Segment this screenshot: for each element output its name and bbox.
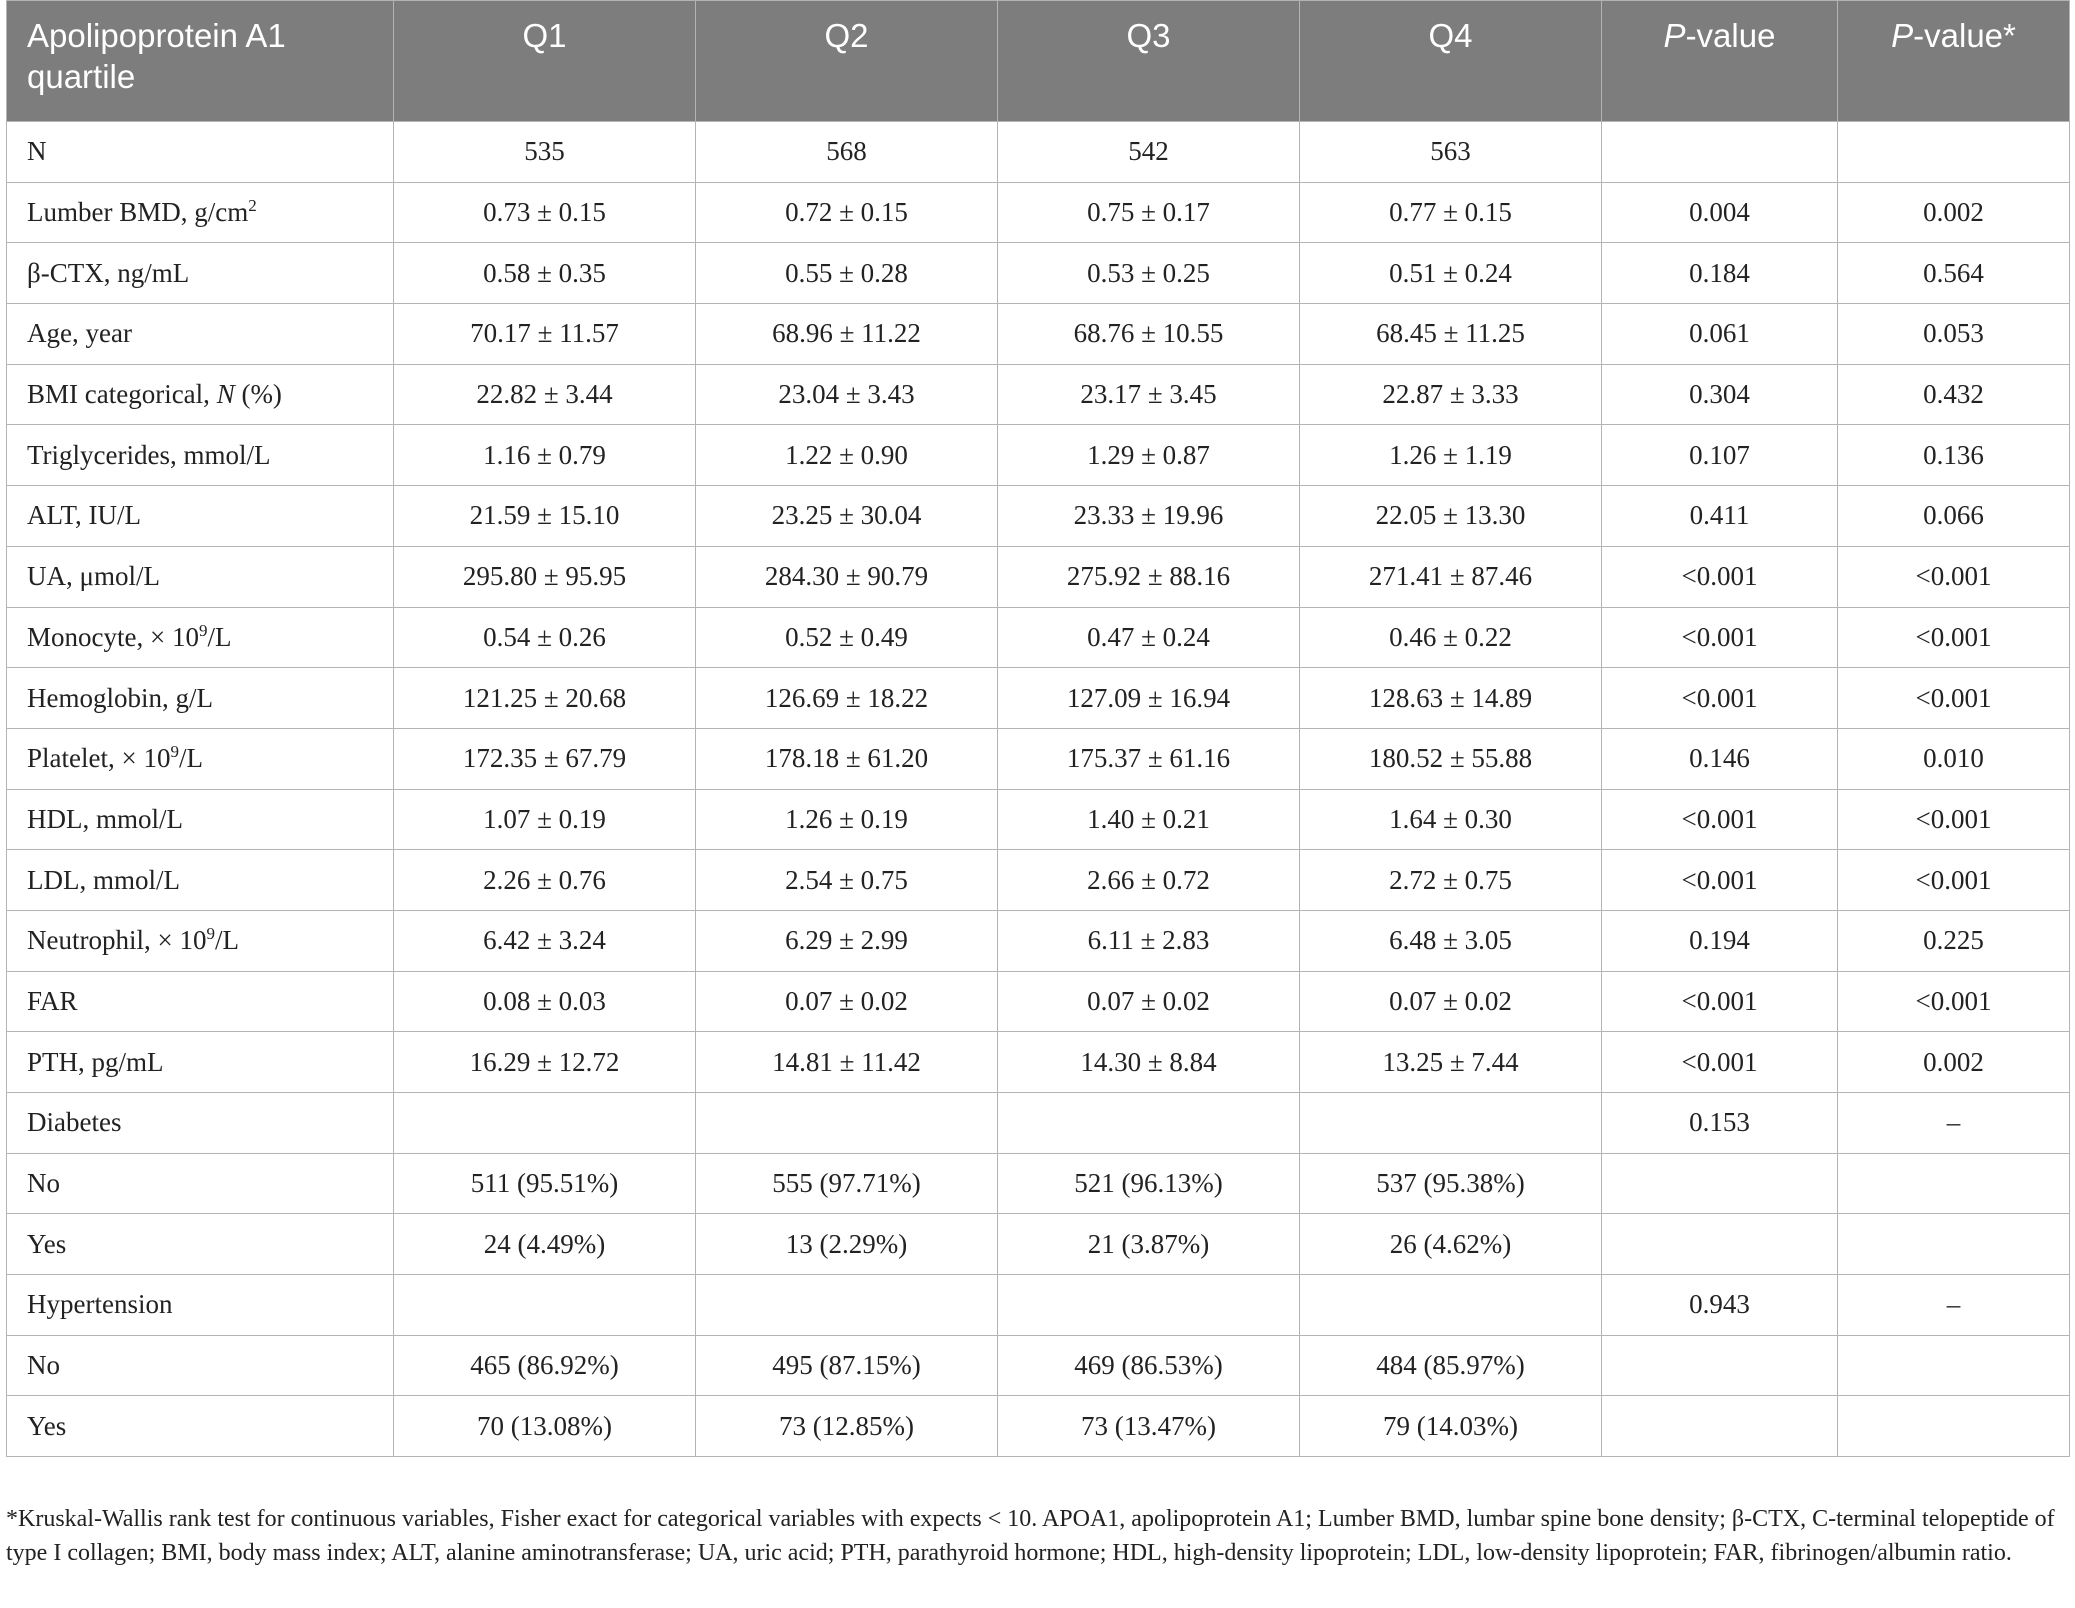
row-label-text: ALT, IU/L [27,500,141,531]
row-label-suffix: /L [214,925,239,956]
cell-q4 [1300,1093,1602,1154]
row-label [7,1396,394,1457]
row-label-text: Neutrophil, × 10 [27,925,207,956]
cell-p [1602,1335,1838,1396]
row-label [7,122,394,183]
cell-p-star: 0.066 [1838,486,2070,547]
row-label [7,910,394,971]
cell-q2: 495 (87.15%) [696,1335,998,1396]
cell-q3: 521 (96.13%) [998,1153,1300,1214]
cell-p-star: <0.001 [1838,546,2070,607]
cell-q1: 0.08 ± 0.03 [394,971,696,1032]
cell-q2: 73 (12.85%) [696,1396,998,1457]
cell-q2: 23.25 ± 30.04 [696,486,998,547]
cell-q4: 0.07 ± 0.02 [1300,971,1602,1032]
cell-q1: 16.29 ± 12.72 [394,1032,696,1093]
cell-q2: 555 (97.71%) [696,1153,998,1214]
cell-q2: 1.26 ± 0.19 [696,789,998,850]
table-row [7,607,2070,668]
cell-q4 [1300,1275,1602,1336]
row-label-text: FAR [27,985,78,1016]
cell-q2: 0.07 ± 0.02 [696,971,998,1032]
row-label [7,971,394,1032]
cell-q2 [696,1093,998,1154]
cell-p-star [1838,1153,2070,1214]
header-variable: Apolipoprotein A1 quartile [7,1,394,122]
row-label-superscript: 9 [206,924,215,944]
cell-q1: 2.26 ± 0.76 [394,850,696,911]
row-label-text: Hemoglobin, g/L [27,682,213,713]
cell-q4: 26 (4.62%) [1300,1214,1602,1275]
cell-p: 0.146 [1602,728,1838,789]
row-label [7,1275,394,1336]
table-row [7,1032,2070,1093]
cell-q3: 14.30 ± 8.84 [998,1032,1300,1093]
cell-q3: 275.92 ± 88.16 [998,546,1300,607]
row-label-text: Lumber BMD, g/cm [27,197,249,228]
cell-p: 0.411 [1602,486,1838,547]
header-row [7,1,2070,122]
cell-q3: 23.17 ± 3.45 [998,364,1300,425]
cell-q3: 1.40 ± 0.21 [998,789,1300,850]
cell-p-star [1838,1396,2070,1457]
cell-q2: 68.96 ± 11.22 [696,304,998,365]
row-label [7,668,394,729]
row-label [7,607,394,668]
row-label [7,1153,394,1214]
cell-q3: 73 (13.47%) [998,1396,1300,1457]
row-label-text: PTH, pg/mL [27,1046,164,1077]
cell-p-star: 0.010 [1838,728,2070,789]
cell-p: <0.001 [1602,1032,1838,1093]
row-label-text: Yes [27,1228,67,1259]
cell-q4: 1.64 ± 0.30 [1300,789,1602,850]
cell-q1: 0.54 ± 0.26 [394,607,696,668]
cell-q4: 180.52 ± 55.88 [1300,728,1602,789]
header-q1: Q1 [394,1,696,122]
cell-q2: 284.30 ± 90.79 [696,546,998,607]
cell-q3: 0.53 ± 0.25 [998,243,1300,304]
cell-q3: 23.33 ± 19.96 [998,486,1300,547]
cell-q3: 0.07 ± 0.02 [998,971,1300,1032]
cell-q1: 21.59 ± 15.10 [394,486,696,547]
cell-p: 0.061 [1602,304,1838,365]
header-p-value-star [1838,1,2070,122]
table-row [7,668,2070,729]
row-label [7,243,394,304]
cell-q1: 0.73 ± 0.15 [394,182,696,243]
table-row [7,243,2070,304]
table-container [6,0,2069,1457]
cell-q4: 6.48 ± 3.05 [1300,910,1602,971]
row-label [7,182,394,243]
cell-q1 [394,1275,696,1336]
cell-q2 [696,1275,998,1336]
table-body [7,122,2070,1457]
cell-p [1602,1396,1838,1457]
row-label [7,1093,394,1154]
row-label-text: Diabetes [27,1107,122,1138]
cell-q4: 13.25 ± 7.44 [1300,1032,1602,1093]
row-label-suffix: (%) [234,379,282,410]
cell-q1: 295.80 ± 95.95 [394,546,696,607]
cell-q3 [998,1093,1300,1154]
row-label-suffix: /L [178,743,203,774]
row-label-text: No [27,1350,60,1381]
cell-p: <0.001 [1602,607,1838,668]
header-p-star-italic: P [1891,17,1914,54]
cell-q2: 14.81 ± 11.42 [696,1032,998,1093]
cell-p-star: 0.432 [1838,364,2070,425]
cell-q1: 70.17 ± 11.57 [394,304,696,365]
cell-q1 [394,1093,696,1154]
cell-p-star: <0.001 [1838,607,2070,668]
cell-q3: 6.11 ± 2.83 [998,910,1300,971]
header-q3: Q3 [998,1,1300,122]
table-row [7,546,2070,607]
cell-q4: 2.72 ± 0.75 [1300,850,1602,911]
cell-q2: 0.52 ± 0.49 [696,607,998,668]
table-row [7,122,2070,183]
cell-p-star: <0.001 [1838,850,2070,911]
cell-p-star: – [1838,1275,2070,1336]
row-label [7,850,394,911]
cell-p [1602,122,1838,183]
cell-p-star: <0.001 [1838,789,2070,850]
row-label [7,546,394,607]
cell-q2: 126.69 ± 18.22 [696,668,998,729]
cell-p: <0.001 [1602,668,1838,729]
cell-q1: 1.16 ± 0.79 [394,425,696,486]
row-label-text: Hypertension [27,1289,173,1320]
row-label [7,1032,394,1093]
row-label-text: β-CTX, ng/mL [27,257,190,288]
table-row [7,1275,2070,1336]
cell-p-star [1838,122,2070,183]
table-row [7,425,2070,486]
row-label [7,425,394,486]
row-label-text: No [27,1168,60,1199]
cell-p: 0.194 [1602,910,1838,971]
cell-q2: 0.55 ± 0.28 [696,243,998,304]
table-row [7,1093,2070,1154]
header-p-star-rest: -value* [1913,17,2016,54]
cell-p-star: <0.001 [1838,668,2070,729]
cell-q4: 1.26 ± 1.19 [1300,425,1602,486]
cell-q4: 537 (95.38%) [1300,1153,1602,1214]
row-label-text: Age, year [27,318,132,349]
cell-q4: 484 (85.97%) [1300,1335,1602,1396]
cell-q1: 22.82 ± 3.44 [394,364,696,425]
header-q4: Q4 [1300,1,1602,122]
cell-q4: 0.51 ± 0.24 [1300,243,1602,304]
row-label [7,364,394,425]
cell-q4: 22.05 ± 13.30 [1300,486,1602,547]
cell-q1: 0.58 ± 0.35 [394,243,696,304]
table-row [7,182,2070,243]
cell-p [1602,1153,1838,1214]
cell-p: <0.001 [1602,546,1838,607]
table-row [7,304,2070,365]
cell-p: 0.004 [1602,182,1838,243]
row-label-text: BMI categorical, [27,379,217,410]
table-row [7,486,2070,547]
row-label-text: Triglycerides, mmol/L [27,439,271,470]
apoa1-quartile-table [6,0,2070,1457]
cell-q1: 70 (13.08%) [394,1396,696,1457]
row-label-superscript: 9 [170,742,179,762]
row-label-text: N [27,136,47,167]
cell-q3: 21 (3.87%) [998,1214,1300,1275]
table-row [7,789,2070,850]
header-p-italic: P [1663,17,1686,54]
cell-p: <0.001 [1602,971,1838,1032]
cell-p: 0.107 [1602,425,1838,486]
row-label-text: UA, μmol/L [27,561,160,592]
cell-q3: 68.76 ± 10.55 [998,304,1300,365]
cell-q1: 24 (4.49%) [394,1214,696,1275]
cell-p: 0.184 [1602,243,1838,304]
cell-q3: 0.75 ± 0.17 [998,182,1300,243]
table-row [7,910,2070,971]
cell-q3: 0.47 ± 0.24 [998,607,1300,668]
cell-q1: 465 (86.92%) [394,1335,696,1396]
cell-q1: 511 (95.51%) [394,1153,696,1214]
table-footnote: *Kruskal-Wallis rank test for continuous variables, Fisher exact for categorical variables with expects < 10. APOA1, apolipoprotein A1; Lumber BMD, lumbar spine bone density; β-CTX, C-terminal telopeptide of type I collagen; BMI, body mass index; ALT, alanine aminotransferase; UA, uric acid; PTH, parathyroid hormone; HDL, high-density lipoprotein; LDL, low-density lipoprotein; FAR, fibrinogen/albumin ratio. [6,1506,2055,1566]
row-label-text: Yes [27,1410,67,1441]
cell-q3: 542 [998,122,1300,183]
row-label-suffix: /L [207,621,232,652]
row-label-superscript: 9 [198,620,208,640]
cell-q2: 23.04 ± 3.43 [696,364,998,425]
cell-q4: 79 (14.03%) [1300,1396,1602,1457]
cell-q3: 175.37 ± 61.16 [998,728,1300,789]
cell-p: <0.001 [1602,850,1838,911]
cell-q3: 1.29 ± 0.87 [998,425,1300,486]
cell-q2: 13 (2.29%) [696,1214,998,1275]
cell-q1: 1.07 ± 0.19 [394,789,696,850]
cell-p-star [1838,1214,2070,1275]
cell-q2: 1.22 ± 0.90 [696,425,998,486]
cell-p [1602,1214,1838,1275]
cell-q4: 0.46 ± 0.22 [1300,607,1602,668]
row-label [7,789,394,850]
row-label [7,1335,394,1396]
cell-q2: 568 [696,122,998,183]
cell-p-star: 0.053 [1838,304,2070,365]
cell-q1: 121.25 ± 20.68 [394,668,696,729]
cell-q2: 0.72 ± 0.15 [696,182,998,243]
cell-q4: 563 [1300,122,1602,183]
row-label-superscript: 2 [248,196,257,216]
cell-q2: 178.18 ± 61.20 [696,728,998,789]
cell-p: <0.001 [1602,789,1838,850]
cell-q3: 127.09 ± 16.94 [998,668,1300,729]
table-row [7,1214,2070,1275]
row-label-text: Platelet, × 10 [27,743,171,774]
cell-p-star: 0.002 [1838,1032,2070,1093]
cell-q4: 68.45 ± 11.25 [1300,304,1602,365]
row-label-text: HDL, mmol/L [27,803,183,834]
cell-p: 0.304 [1602,364,1838,425]
cell-p-star: – [1838,1093,2070,1154]
cell-q3 [998,1275,1300,1336]
cell-q4: 0.77 ± 0.15 [1300,182,1602,243]
table-row [7,850,2070,911]
header-p-value [1602,1,1838,122]
cell-p-star: 0.564 [1838,243,2070,304]
cell-p: 0.943 [1602,1275,1838,1336]
cell-q2: 2.54 ± 0.75 [696,850,998,911]
table-row [7,364,2070,425]
cell-q3: 2.66 ± 0.72 [998,850,1300,911]
row-label-italic: N [216,379,235,410]
cell-q4: 271.41 ± 87.46 [1300,546,1602,607]
cell-p-star [1838,1335,2070,1396]
row-label [7,486,394,547]
table-row [7,728,2070,789]
header-q2: Q2 [696,1,998,122]
cell-p-star: <0.001 [1838,971,2070,1032]
cell-p-star: 0.136 [1838,425,2070,486]
cell-q4: 22.87 ± 3.33 [1300,364,1602,425]
cell-q3: 469 (86.53%) [998,1335,1300,1396]
cell-q1: 172.35 ± 67.79 [394,728,696,789]
row-label-text: LDL, mmol/L [27,864,180,895]
cell-p-star: 0.002 [1838,182,2070,243]
table-row [7,1153,2070,1214]
cell-q1: 535 [394,122,696,183]
cell-p: 0.153 [1602,1093,1838,1154]
cell-q1: 6.42 ± 3.24 [394,910,696,971]
row-label [7,304,394,365]
table-row [7,1335,2070,1396]
cell-q4: 128.63 ± 14.89 [1300,668,1602,729]
cell-p-star: 0.225 [1838,910,2070,971]
row-label [7,728,394,789]
table-row [7,971,2070,1032]
row-label [7,1214,394,1275]
table-row [7,1396,2070,1457]
header-p-rest: -value [1685,17,1776,54]
cell-q2: 6.29 ± 2.99 [696,910,998,971]
row-label-text: Monocyte, × 10 [27,621,199,652]
